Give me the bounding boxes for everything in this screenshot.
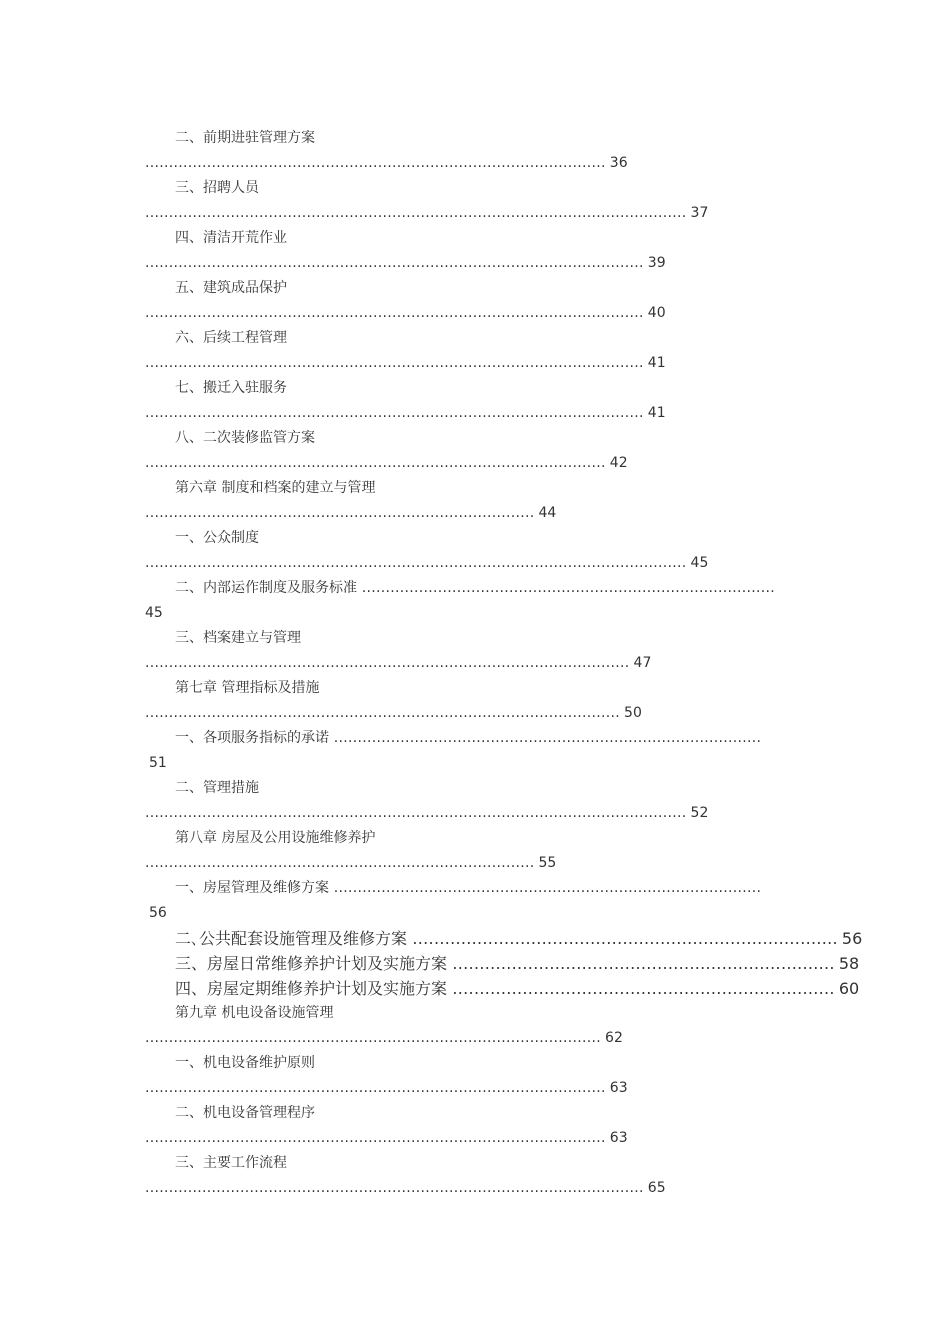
toc-entry-title: 四、清洁开荒作业	[175, 230, 287, 246]
dot-leader: .................................................................................................	[145, 455, 606, 471]
toc-entry-title: 一、公众制度	[175, 530, 259, 546]
toc-entry-title: 三、招聘人员	[175, 180, 259, 196]
toc-entry[interactable]	[145, 426, 825, 476]
toc-page-number: 47	[633, 655, 652, 671]
toc-entry[interactable]	[145, 976, 860, 1001]
dot-leader: .........................................................................................................	[145, 305, 644, 321]
toc-page-number: 42	[609, 455, 628, 471]
toc-entry-title: 八、二次装修监管方案	[175, 430, 315, 446]
toc-entry[interactable]	[145, 176, 825, 226]
toc-entry-title: 第六章 制度和档案的建立与管理	[175, 480, 376, 496]
toc-entry[interactable]	[145, 1101, 825, 1151]
toc-entry-title: 二、机电设备管理程序	[175, 1105, 315, 1121]
dot-leader: .................................................................................................	[145, 1130, 606, 1146]
toc-entry-title: 二、管理措施	[175, 780, 259, 796]
toc-entry[interactable]	[145, 926, 863, 951]
dot-leader: ..................................................................................................................	[145, 205, 687, 221]
toc-entry[interactable]	[145, 376, 825, 426]
toc-entry-title: 第七章 管理指标及措施	[175, 680, 320, 696]
toc-entry-title: 三、档案建立与管理	[175, 630, 301, 646]
toc-page-number: 41	[647, 405, 666, 421]
toc-entry-title: 六、后续工程管理	[175, 330, 287, 346]
toc-page-number: 58	[838, 954, 860, 973]
toc-page-number: 62	[605, 1030, 623, 1046]
dot-leader: .................................................................................................	[145, 1080, 606, 1096]
dot-leader: ......................................................................................................	[145, 655, 630, 671]
toc-entry-title: 一、各项服务指标的承诺	[175, 730, 329, 746]
table-of-contents	[145, 126, 863, 1201]
dot-leader: .........................................................................................................	[145, 355, 644, 371]
toc-page-number: 45	[145, 605, 163, 621]
toc-page-number: 40	[647, 305, 666, 321]
toc-chapter-entry[interactable]	[145, 476, 825, 526]
toc-entry[interactable]	[145, 1151, 825, 1201]
toc-entry[interactable]	[145, 526, 825, 576]
toc-entry[interactable]	[145, 626, 825, 676]
dot-leader: .........................................................................................................	[145, 1180, 644, 1196]
toc-entry-title: 一、房屋管理及维修方案	[175, 880, 329, 896]
toc-entry-title: 三、房屋日常维修养护计划及实施方案	[175, 954, 448, 973]
toc-page-number: 44	[538, 505, 557, 521]
toc-entry[interactable]	[145, 776, 825, 826]
toc-page-number: 65	[647, 1180, 666, 1196]
dot-leader: ..................................................................................................................	[145, 555, 687, 571]
toc-page-number: 60	[838, 979, 860, 998]
dot-leader: .................................................................................................	[145, 155, 606, 171]
dot-leader: ..........................................................................................	[329, 730, 762, 746]
toc-page-number: 56	[149, 905, 167, 921]
toc-entry[interactable]	[145, 876, 825, 926]
toc-entry[interactable]	[145, 951, 860, 976]
toc-page-number: 51	[149, 755, 167, 771]
toc-page-number: 39	[647, 255, 666, 271]
dot-leader: .......................................................................	[447, 979, 835, 998]
dot-leader: ..........................................................................................	[329, 880, 762, 896]
toc-page-number: 56	[841, 929, 863, 948]
toc-page-number: 52	[690, 805, 709, 821]
dot-leader: ..................................................................................................................	[145, 805, 687, 821]
toc-entry[interactable]	[145, 726, 825, 776]
toc-entry-title: 二、内部运作制度及服务标准	[175, 580, 357, 596]
toc-chapter-entry[interactable]	[145, 826, 825, 876]
toc-entry-title: 第九章 机电设备设施管理	[175, 1005, 334, 1021]
toc-entry-title: 七、搬迁入驻服务	[175, 380, 287, 396]
toc-page-number: 50	[624, 705, 642, 721]
toc-chapter-entry[interactable]	[145, 1001, 825, 1051]
toc-entry-title: 五、建筑成品保护	[175, 280, 287, 296]
toc-entry[interactable]	[145, 326, 825, 376]
dot-leader: ....................................................................................................	[145, 705, 621, 721]
dot-leader: ..................................................................................	[145, 855, 535, 871]
toc-entry-title: 四、房屋定期维修养护计划及实施方案	[175, 979, 448, 998]
toc-page-number: 41	[647, 355, 666, 371]
toc-entry-title: 二､公共配套设施管理及维修方案	[175, 929, 408, 948]
toc-chapter-entry[interactable]	[145, 676, 825, 726]
dot-leader: .......................................................................................	[357, 580, 776, 596]
toc-entry[interactable]	[145, 1051, 825, 1101]
dot-leader: ..................................................................................	[145, 505, 535, 521]
toc-page-number: 63	[609, 1080, 628, 1096]
toc-entry-title: 二、前期进驻管理方案	[175, 130, 315, 146]
toc-entry-title: 一、机电设备维护原则	[175, 1055, 315, 1071]
toc-page-number: 55	[538, 855, 557, 871]
toc-entry[interactable]	[145, 126, 825, 176]
toc-entry-title: 第八章 房屋及公用设施维修养护	[175, 830, 376, 846]
toc-page-number: 37	[690, 205, 709, 221]
dot-leader: .........................................................................................................	[145, 405, 644, 421]
toc-page-number: 45	[690, 555, 709, 571]
dot-leader: .........................................................................................................	[145, 255, 644, 271]
toc-entry-title: 三、主要工作流程	[175, 1155, 287, 1171]
toc-entry[interactable]	[145, 226, 825, 276]
dot-leader: .......................................................................	[447, 954, 835, 973]
toc-page-number: 36	[609, 155, 628, 171]
toc-entry[interactable]	[145, 276, 825, 326]
toc-page-number: 63	[609, 1130, 628, 1146]
dot-leader: ................................................................................................	[145, 1030, 602, 1046]
toc-entry[interactable]	[145, 576, 825, 626]
dot-leader: ...............................................................................	[407, 929, 838, 948]
